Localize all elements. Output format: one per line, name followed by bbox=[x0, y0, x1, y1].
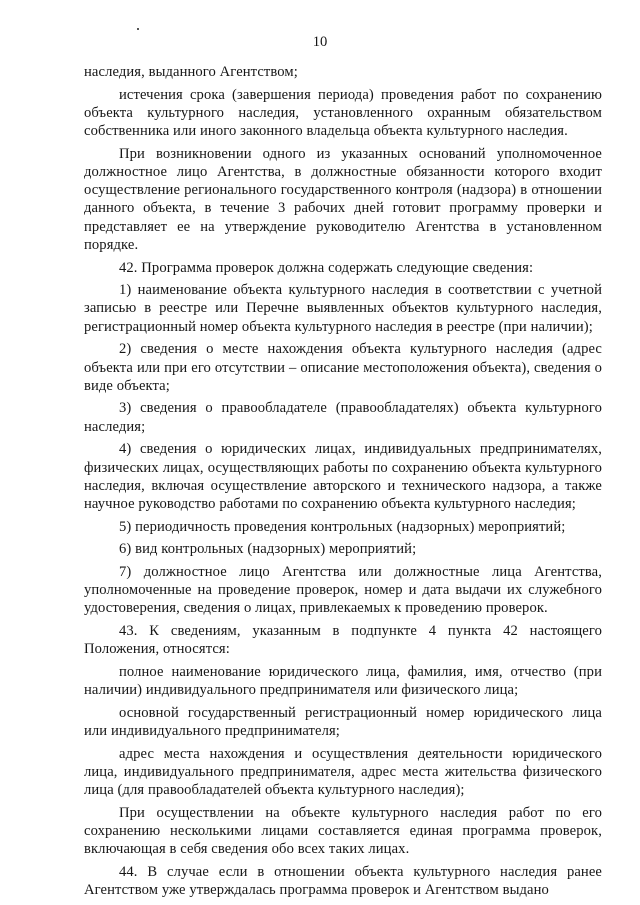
list-item-4: 4) сведения о юридических лицах, индивидуальных предпринимателях, физических лицах, осуществляющих работы по сохранению объекта культурного наследия, включая осуществление авторского и технического надзора, а также научное руководство работами по сохранению объекта культурного наследия; bbox=[84, 441, 602, 512]
document-body bbox=[84, 63, 602, 900]
paragraph-full-name: полное наименование юридического лица, фамилия, имя, отчество (при наличии) индивидуального предпринимателя или физического лица; bbox=[84, 664, 602, 699]
page-number: 10 bbox=[312, 34, 328, 50]
list-item-5: 5) периодичность проведения контрольных (надзорных) мероприятий; bbox=[119, 518, 566, 535]
paragraph-item-43: 43. К сведениям, указанным в подпункте 4 пункта 42 настоящего Положения, относятся: bbox=[84, 623, 602, 658]
list-item-1: 1) наименование объекта культурного наследия в соответствии с учетной записью в реестре или Перечне выявленных объектов культурного наследия, регистрационный номер объекта культурного наследия в реестре (при наличии); bbox=[84, 282, 602, 335]
paragraph-address: адрес места нахождения и осуществления деятельности юридического лица, индивидуального предпринимателя, адрес места жительства физического лица (для правообладателей объекта культурного наследия); bbox=[84, 745, 602, 799]
paragraph-registration-number: основной государственный регистрационный номер юридического лица или индивидуального предпринимателя; bbox=[84, 705, 602, 740]
list-item-3: 3) сведения о правообладателе (правообладателях) объекта культурного наследия; bbox=[84, 400, 602, 435]
paragraph-term-expiry: истечения срока (завершения периода) проведения работ по сохранению объекта культурного наследия, установленного охранным обязательством собственника или иного законного владельца объекта культурного наследия. bbox=[84, 86, 602, 140]
paragraph-inspection-program-preparation: При возникновении одного из указанных оснований уполномоченное должностное лицо Агентства, в должностные обязанности которого входит осуществление регионального государственного контроля (надзора) в отношении данного объекта, в течение 3 рабочих дней готовит программу проверки и представляет ее на утверждение руководителю Агентства в установленном порядке. bbox=[84, 145, 602, 253]
scan-speck bbox=[137, 28, 139, 30]
list-item-6: 6) вид контрольных (надзорных) мероприятий; bbox=[119, 541, 417, 558]
paragraph-item-42: 42. Программа проверок должна содержать следующие сведения: bbox=[119, 259, 534, 276]
paragraph-single-program: При осуществлении на объекте культурного наследия работ по его сохранению несколькими лицами составляется единая программа проверок, включающая в себя сведения обо всех таких лицах. bbox=[84, 805, 602, 858]
paragraph-continuation: наследия, выданного Агентством; bbox=[84, 64, 298, 80]
list-item-7: 7) должностное лицо Агентства или должностные лица Агентства, уполномоченные на проведение проверок, номер и дата выдачи их служебного удостоверения, сведения о лицах, привлекаемых к проведению проверок. bbox=[84, 564, 602, 617]
list-item-2: 2) сведения о месте нахождения объекта культурного наследия (адрес объекта или при его отсутствии – описание местоположения объекта), сведения о виде объекта; bbox=[84, 341, 602, 394]
paragraph-item-44: 44. В случае если в отношении объекта культурного наследия ранее Агентством уже утверждалась программа проверок и Агентством выдано bbox=[84, 864, 602, 899]
